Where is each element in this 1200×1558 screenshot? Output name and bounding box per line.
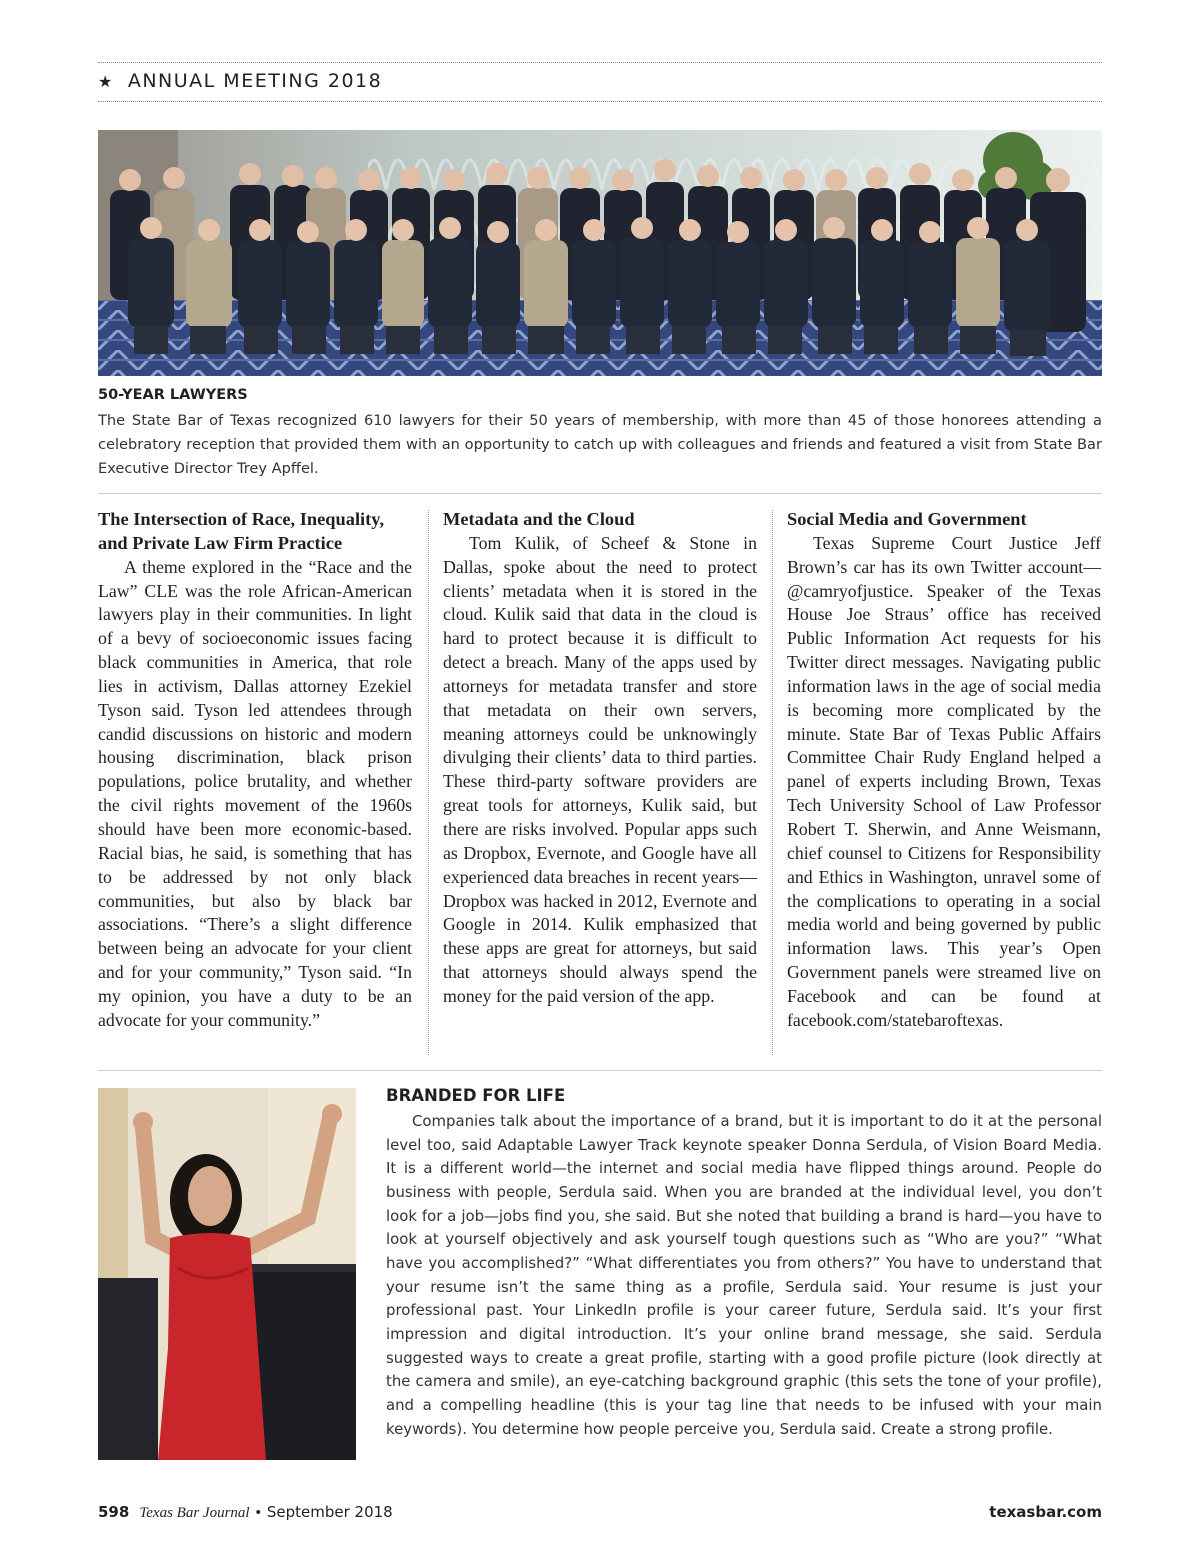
article-title: The Intersection of Race, Inequality, and Private Law Firm Practice (98, 509, 385, 553)
article-body: Tom Kulik, of Scheef & Stone in Dallas, spoke about the need to protect clients’ metadata when it is stored in the cloud. Kulik said that data in the cloud is hard to protect because it is difficult to detect a breach. Many of the apps used by attorneys for metadata transfer and store that metadata on their own servers, meaning attorneys could be unknowingly divulging their clients’ data to third parties. These third-party software providers are great tools for attorneys, Kulik said, but there are risks involved. Popular apps such as Dropbox, Evernote, and Google have all experienced data breaches in recent years—Dropbox was hacked in 2012, Evernote and Google in 2014. Kulik emphasized that these apps are great for attorneys, but said that attorneys should always spend the money for the paid version of the app. (443, 532, 757, 1006)
column-divider (428, 510, 429, 1055)
speaker-photo-illustration (98, 1088, 356, 1460)
photo-caption-title: 50-YEAR LAWYERS (98, 387, 248, 403)
article-body: Texas Supreme Court Justice Jeff Brown’s car has its own Twitter account—@camryofjustice. Speaker of the Texas House Joe Straus’ office has received Public Information Act requests for his Twitter direct messages. Navigating public information laws in the age of social media is becoming more complicated by the minute. State Bar of Texas Public Affairs Committee Chair Rudy England helped a panel of experts including Brown, Texas Tech University School of Law Professor Robert T. Sherwin, and Anne Weismann, chief counsel to Citizens for Responsibility and Ethics in Washington, unravel some of the complications to operating in a social media world and being governed by public information laws. This year’s Open Government panels were streamed live on Facebook and can be found at facebook.com/statebaroftexas. (787, 532, 1101, 1030)
site-link[interactable]: texasbar.com (989, 1503, 1102, 1521)
bullet-separator: • (255, 1504, 261, 1521)
group-photo (98, 130, 1102, 376)
article-metadata-cloud (443, 508, 757, 1009)
speaker-photo (98, 1088, 356, 1460)
article-social-media (787, 508, 1101, 1033)
article-title: Social Media and Government (787, 509, 1027, 529)
article-title: Metadata and the Cloud (443, 509, 635, 529)
article-race-inequality (98, 508, 412, 1033)
group-photo-illustration (98, 130, 1102, 376)
section-header (98, 70, 382, 92)
columns-divider (98, 1070, 1102, 1071)
page-number: 598 (98, 1503, 130, 1521)
column-divider (772, 510, 773, 1055)
branded-body: Companies talk about the importance of a brand, but it is important to do it at the personal level too, said Adaptable Lawyer Track keynote speaker Donna Serdula, of Vision Board Media. It is a different world—the internet and social media have flipped things around. People do business with people, Serdula said. When you are branded at the individual level, you don’t look for a job—jobs find you, she said. But she noted that building a brand is hard—you have to look at yourself objectively and ask yourself tough questions such as “Who are you?” “What have you accomplished?” “What differentiates you from others?” You have to understand that your resume isn’t the same thing as a profile, Serdula said. Your resume is just your professional past. Your LinkedIn profile is your career future, Serdula said. It’s your first impression and digital introduction. It’s your online brand message, she said. Serdula suggested ways to create a great profile, starting with a good profile picture (look directly at the camera and smile), an eye-catching background graphic (this sets the tone of your profile), and a compelling headline (this is your tag line that needs to be infused with your main keywords). You determine how people perceive you, Serdula said. Create a strong profile. (386, 1112, 1102, 1438)
star-icon: ★ (98, 72, 114, 91)
photo-caption-text: The State Bar of Texas recognized 610 lawyers for their 50 years of membership, with more than 45 of those honorees attending a celebratory reception that provided them with an opportunity to catch up with colleagues and friends and featured a visit from State Bar Executive Director Trey Apffel. (98, 412, 1102, 477)
branded-title: BRANDED FOR LIFE (386, 1086, 566, 1105)
journal-name: Texas Bar Journal (139, 1505, 250, 1521)
page-footer (98, 1503, 393, 1522)
caption-divider (98, 493, 1102, 494)
section-title: ANNUAL MEETING 2018 (127, 70, 383, 92)
issue-date: September 2018 (266, 1503, 393, 1521)
header-top-rule (98, 62, 1102, 63)
header-bottom-rule (98, 101, 1102, 102)
article-body: A theme explored in the “Race and the Law” CLE was the role African-American lawyers play in their communities. In light of a bevy of socioeconomic issues facing black communities in America, that role lies in activism, Dallas attorney Ezekiel Tyson said. Tyson led attendees through candid discussions on historic and modern housing discrimination, black prison populations, police brutality, and whether the civil rights movement of the 1960s should have been more economic-based. Racial bias, he said, is something that has to be addressed by not only black communities, but also by black bar associations. “There’s a slight difference between being an advocate for your client and for your community,” Tyson said. “In my opinion, you have a duty to be an advocate for your community.” (98, 556, 412, 1030)
